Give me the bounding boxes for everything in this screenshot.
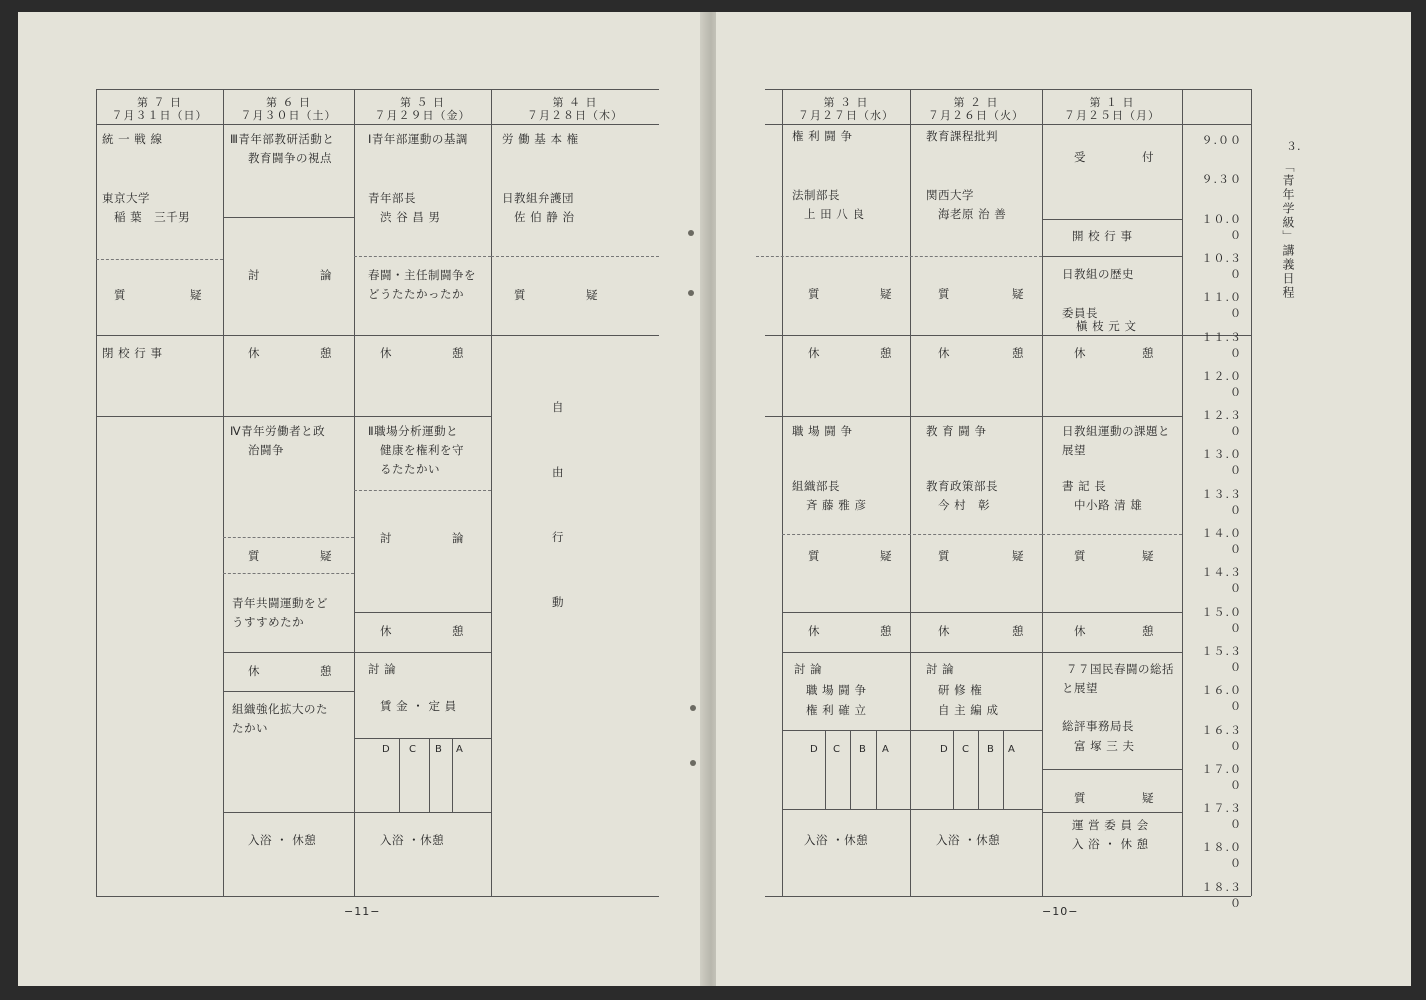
day5-group-a: A	[456, 744, 464, 755]
day1-lecture3-lecturer: 富 塚 三 夫	[1074, 739, 1135, 753]
day1-lecture3-title-cont: と展望	[1062, 681, 1098, 695]
time-label: １０.３０	[1201, 251, 1242, 281]
day5-lecture2-line2: 健康を権利を守	[380, 443, 464, 457]
date-label: ７月２８日（木）	[527, 109, 623, 122]
staple-hole	[688, 290, 694, 296]
header-day2	[910, 96, 1042, 122]
day2-title: 教育課程批判	[926, 129, 998, 143]
day2-group-c: C	[962, 744, 970, 755]
time-label: １８.００	[1201, 841, 1242, 871]
time-label: １２.００	[1201, 369, 1242, 399]
day1-lecture1-title: 日教組の歴史	[1062, 267, 1134, 281]
staple-hole	[690, 705, 696, 711]
day2-affiliation: 関西大学	[926, 188, 974, 202]
day6-lecture3-line2: うすすめたか	[232, 615, 305, 629]
time-label: １１.００	[1201, 291, 1242, 321]
day3-lecture2-title: 職 場 闘 争	[792, 424, 853, 438]
day5-rest: 休 憩	[380, 346, 464, 360]
day2-discussion-label: 討 論	[926, 662, 955, 676]
day-label: 第 ６ 日	[266, 96, 311, 109]
day3-rest2: 休 憩	[808, 624, 892, 638]
time-label: １２.３０	[1201, 409, 1242, 439]
time-label: ９.３０	[1201, 173, 1242, 187]
day3-group-c: C	[833, 744, 841, 755]
day2-rest2: 休 憩	[938, 624, 1024, 638]
day1-lecture1-lecturer: 槇 枝 元 文	[1076, 319, 1137, 333]
day7-closing: 閉 校 行 事	[102, 346, 163, 360]
day6-bath-rest: 入浴 ・ 休憩	[248, 833, 317, 847]
day3-lecture2-affiliation: 組織部長	[792, 479, 840, 493]
day1-qa: 質 疑	[1074, 549, 1154, 563]
time-label: １６.００	[1201, 684, 1242, 714]
time-label: １７.００	[1201, 762, 1242, 792]
day6-lecture2-line2: 治闘争	[248, 443, 284, 457]
staple-hole	[688, 230, 694, 236]
section-number: ３.	[1286, 140, 1301, 153]
day3-group-d: D	[810, 744, 819, 755]
day4-free-4: 動	[552, 595, 564, 609]
day2-group-d: D	[940, 744, 949, 755]
day3-qa: 質 疑	[808, 287, 892, 301]
time-label: ９.００	[1201, 134, 1242, 147]
day6-lecture3-line1: 青年共闘運動をど	[232, 596, 328, 610]
day5-discussion2-topic: 賃 金 ・ 定 員	[380, 699, 457, 713]
day3-qa2: 質 疑	[808, 549, 892, 563]
day6-title-line1: Ⅲ青年部教研活動と	[230, 132, 335, 146]
day3-rest: 休 憩	[808, 346, 892, 360]
day4-free-2: 由	[552, 465, 564, 479]
time-label: １５.００	[1201, 605, 1242, 635]
time-label: １３.００	[1201, 448, 1242, 478]
page-number: −10−	[1042, 905, 1079, 918]
time-label: １４.００	[1201, 527, 1242, 556]
day3-discussion-label: 討 論	[794, 662, 823, 676]
day2-group-a: A	[1008, 744, 1016, 755]
day1-lecture1-affiliation: 委員長	[1062, 306, 1098, 320]
header-day7	[96, 96, 223, 122]
day1-lecture2-affiliation: 書 記 長	[1062, 479, 1107, 493]
right-page	[716, 12, 1411, 986]
time-label: １４.３０	[1201, 566, 1242, 596]
date-label: ７月３０日（土）	[240, 109, 337, 122]
day1-lecture2-title: 日教組運動の課題と	[1062, 424, 1170, 438]
day5-title: Ⅰ青年部運動の基調	[368, 132, 468, 146]
day1-rest2: 休 憩	[1074, 624, 1154, 638]
day1-bath-rest: 入 浴 ・ 休 憩	[1072, 837, 1149, 851]
day5-group-d: D	[382, 744, 391, 755]
day3-title: 権 利 闘 争	[792, 129, 853, 143]
day1-rest: 休 憩	[1074, 346, 1154, 360]
day5-lecture2-line1: Ⅱ職場分析運動と	[368, 424, 459, 438]
day2-lecturer: 海老原 治 善	[938, 207, 1007, 221]
day2-lecture2-title: 教 育 闘 争	[926, 424, 987, 438]
day6-rest: 休 憩	[248, 346, 332, 360]
day4-title: 労 働 基 本 権	[502, 132, 579, 146]
day6-lecture2-line1: Ⅳ青年労働者と政	[230, 424, 326, 438]
time-label: １０.００	[1201, 212, 1242, 242]
header-day1	[1042, 96, 1182, 122]
day6-qa: 質 疑	[248, 549, 332, 563]
day2-discussion-topic2: 自 主 編 成	[938, 703, 999, 717]
day2-group-b: B	[987, 744, 995, 755]
day7-affiliation: 東京大学	[102, 191, 150, 205]
day1-qa2: 質 疑	[1074, 791, 1154, 805]
day3-affiliation: 法制部長	[792, 188, 840, 202]
day5-lecturer: 渋 谷 昌 男	[380, 210, 441, 224]
day4-free-1: 自	[552, 400, 564, 414]
day3-lecturer: 上 田 八 良	[804, 207, 865, 221]
day-label: 第 ７ 日	[137, 96, 182, 109]
day3-group-a: A	[882, 744, 890, 755]
time-label: １８.３０	[1201, 880, 1242, 910]
day3-discussion-topic1: 職 場 闘 争	[806, 683, 867, 697]
date-label: ７月２９日（金）	[374, 109, 471, 122]
day-label: 第 ２ 日	[953, 96, 999, 109]
time-label: １６.３０	[1201, 723, 1242, 753]
day-label: 第 ３ 日	[823, 96, 869, 109]
day2-qa2: 質 疑	[938, 549, 1024, 563]
header-day4	[491, 96, 659, 122]
date-label: ７月３１日（日）	[111, 109, 208, 122]
day6-title-line2: 教育闘争の視点	[248, 151, 332, 165]
day5-group-b: B	[435, 744, 443, 755]
day5-affiliation: 青年部長	[368, 191, 416, 205]
day7-qa: 質 疑	[114, 288, 202, 302]
day6-lecture4-line1: 組織強化拡大のた	[232, 702, 328, 716]
day5-discussion: 討 論	[380, 531, 464, 545]
day1-lecture3-title: ７７国民春闘の総括	[1066, 662, 1174, 676]
day5-rest2: 休 憩	[380, 624, 464, 638]
day4-affiliation: 日教組弁護団	[502, 191, 574, 205]
day5-bath-rest: 入浴 ・休憩	[380, 833, 445, 847]
day1-lecture2-lecturer: 中小路 清 雄	[1074, 498, 1143, 512]
day5-group-c: C	[409, 744, 417, 755]
day3-group-b: B	[859, 744, 867, 755]
day3-lecture2-lecturer: 斉 藤 雅 彦	[806, 498, 867, 512]
header-day5	[354, 96, 491, 122]
day-label: 第 １ 日	[1089, 96, 1135, 109]
day2-lecture2-lecturer: 今 村 彰	[938, 498, 991, 512]
day7-title: 統 一 戦 線	[102, 132, 163, 146]
section-title: 「青年学級」講義日程	[1281, 160, 1295, 300]
day-label: 第 ５ 日	[400, 96, 445, 109]
day1-reception: 受 付	[1074, 150, 1154, 164]
date-label: ７月２７日（水）	[798, 109, 894, 122]
date-label: ７月２５日（月）	[1064, 109, 1160, 122]
date-label: ７月２６日（火）	[928, 109, 1024, 122]
day1-lecture2-title-cont: 展望	[1062, 443, 1086, 457]
day4-free-3: 行	[552, 530, 564, 544]
day5-session2-line1: 春闘・主任制闘争を	[368, 268, 476, 282]
staple-hole	[690, 760, 696, 766]
page-number: −11−	[344, 905, 381, 918]
time-label: １１.３０	[1201, 330, 1242, 360]
time-label: １５.３０	[1201, 644, 1242, 674]
time-label: １７.３０	[1201, 802, 1242, 832]
day5-discussion2-label: 討 論	[368, 662, 397, 676]
day1-lecture3-affiliation: 総評事務局長	[1062, 719, 1134, 733]
day2-bath-rest: 入浴 ・休憩	[936, 833, 1001, 847]
day7-lecturer: 稲 葉 三千男	[114, 210, 191, 224]
day2-qa: 質 疑	[938, 287, 1024, 301]
day5-session2-line2: どうたたかったか	[368, 287, 464, 301]
day2-rest: 休 憩	[938, 346, 1024, 360]
day2-lecture2-affiliation: 教育政策部長	[926, 479, 998, 493]
day-label: 第 ４ 日	[552, 96, 598, 109]
day2-discussion-topic1: 研 修 権	[938, 683, 983, 697]
day1-opening-ceremony: 開 校 行 事	[1072, 229, 1133, 243]
left-page	[18, 12, 708, 986]
header-day3	[782, 96, 910, 122]
day5-lecture2-line3: るたたかい	[380, 462, 440, 476]
day6-rest2: 休 憩	[248, 664, 332, 678]
day3-discussion-topic2: 権 利 確 立	[806, 703, 867, 717]
day4-lecturer: 佐 伯 静 治	[514, 210, 575, 224]
time-label: １３.３０	[1201, 487, 1242, 517]
day1-steering-committee: 運 営 委 員 会	[1072, 818, 1149, 832]
day3-bath-rest: 入浴 ・休憩	[804, 833, 869, 847]
day6-lecture4-line2: たかい	[232, 721, 268, 735]
header-day6	[223, 96, 354, 122]
day4-qa: 質 疑	[514, 288, 598, 302]
day6-discussion: 討 論	[248, 268, 332, 282]
